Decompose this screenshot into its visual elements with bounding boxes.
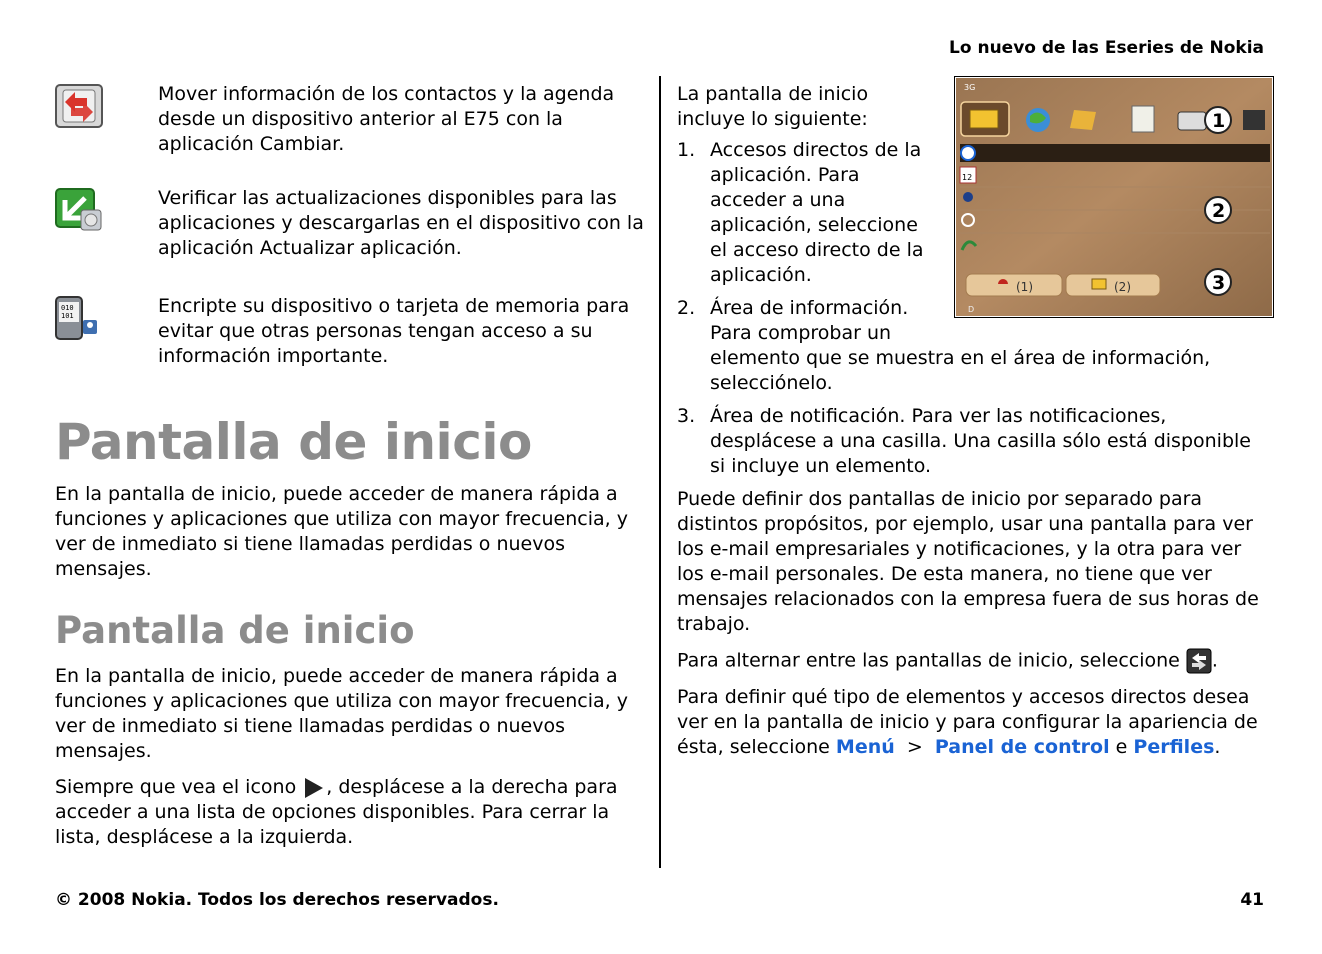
svg-text:101: 101 [61,312,74,320]
settings-paragraph: Para definir qué tipo de elementos y accesos directos desea ver en la pantalla de inicio y para configurar la apariencia de ésta, seleccione Menú > Panel de control e Perfiles. [677,686,1258,758]
svg-text:D: D [968,305,975,314]
notes-shortcut-icon [1132,106,1154,132]
switch-screen-icon [1243,110,1265,130]
list-item: 1. Accesos directos de la aplicación. Para acceder a una aplicación, seleccione el acceso directo de la aplicación. [677,139,924,286]
encryption-icon [55,296,105,342]
toggle-paragraph: Para alternar entre las pantallas de inicio, seleccione . [677,648,1269,674]
right-column [677,82,1269,771]
menu-link[interactable]: Menú [835,736,895,758]
feature-text: Encripte su dispositivo o tarjeta de memoria para evitar que otras personas tengan acceso a su información importante. [158,295,630,367]
switch-transfer-icon [55,84,105,130]
intro-paragraph: La pantalla de inicio incluye lo siguiente: [677,83,869,130]
feature-text: Verificar las actualizaciones disponibles para las aplicaciones y descargarlas en el dispositivo con la aplicación Actualizar aplicación. [158,187,644,259]
svg-text:12: 12 [962,173,973,182]
arrow-paragraph [55,775,645,850]
section-paragraph: En la pantalla de inicio, puede acceder de manera rápida a funciones y aplicaciones que utiliza con mayor frecuencia, y ver de inmediato si tiene llamadas perdidas o nuevos mensajes. [55,483,628,580]
subsection-title: Pantalla de inicio [55,609,415,652]
feature-item [55,82,645,186]
running-header: Lo nuevo de las Eseries de Nokia [949,38,1264,58]
arrow-text-after: , desplácese a la derecha para acceder a una lista de opciones disponibles. Para cerrar la lista, desplácese a la izquierda. [55,776,618,848]
subsection-paragraph: En la pantalla de inicio, puede acceder de manera rápida a funciones y aplicaciones que utiliza con mayor frecuencia, y ver de inmediato si tiene llamadas perdidas o nuevos mensajes. [55,665,628,762]
svg-text:2: 2 [1212,200,1226,222]
feature-item [55,186,645,294]
feature-item [55,294,645,412]
office-shortcut-icon [1070,110,1096,130]
update-download-icon [55,188,105,234]
svg-text:1: 1 [1212,110,1226,132]
feature-list [677,138,1269,479]
copyright-footer: © 2008 Nokia. Todos los derechos reservados. [55,890,499,910]
svg-text:010: 010 [61,304,74,312]
feature-text: Mover información de los contactos y la agenda desde un dispositivo anterior al E75 con la aplicación Cambiar. [158,83,615,155]
camera-shortcut-icon [1178,112,1206,130]
page-number: 41 [1240,890,1264,910]
list-item: 2. Área de información. Para comprobar un elemento que se muestra en el área de información, selecciónelo. [677,297,1211,394]
svg-text:(1): (1) [1016,280,1033,294]
left-column [55,82,645,861]
switch-screen-icon [1186,648,1212,674]
arrow-text-before: Siempre que vea el icono [55,776,297,798]
svg-text:(2): (2) [1114,280,1131,294]
play-arrow-icon [302,776,326,800]
mail-shortcut-icon [970,110,998,128]
profiles-link[interactable]: Perfiles [1133,736,1215,758]
list-item: 3. Área de notificación. Para ver las notificaciones, desplácese a una casilla. Una casilla sólo está disponible si incluye un elemento. [677,405,1251,477]
svg-text:3: 3 [1212,272,1226,294]
two-screens-paragraph: Puede definir dos pantallas de inicio por separado para distintos propósitos, por ejemplo, usar una pantalla para ver los e-mail empresariales y notificaciones, y la otra para ver los e-mail personales. De esta manera, no tiene que ver mensajes relacionados con la empresa fuera de sus horas de trabajo. [677,488,1259,635]
network-indicator: 3G [964,83,976,92]
column-divider [659,76,661,868]
section-title: Pantalla de inicio [55,413,532,471]
control-panel-link[interactable]: Panel de control [934,736,1110,758]
